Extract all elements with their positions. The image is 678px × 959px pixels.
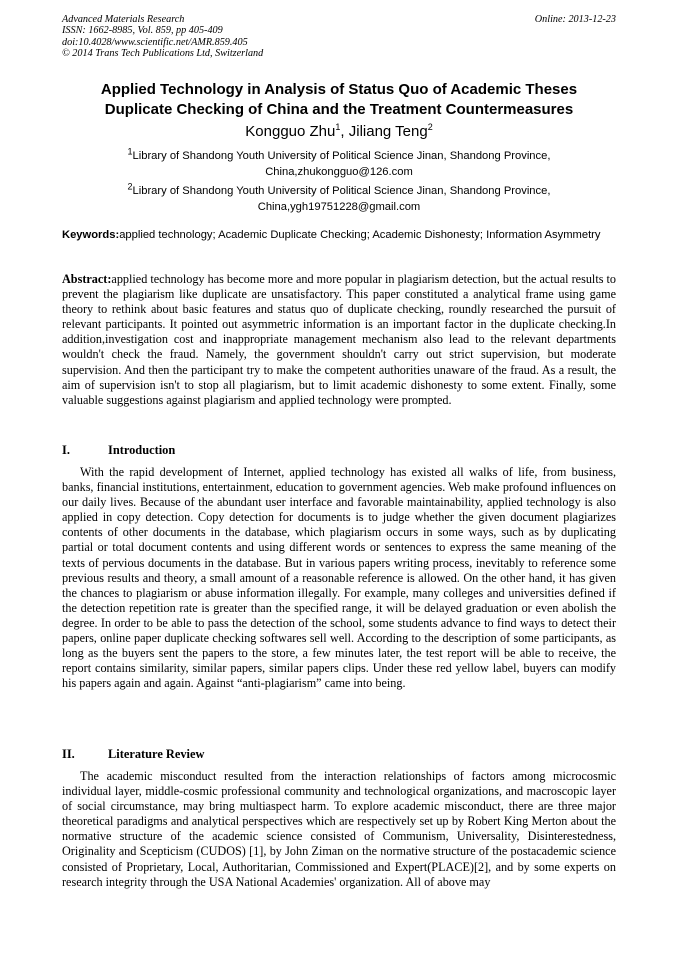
paper-title (62, 80, 616, 120)
affiliation-2 (62, 181, 616, 215)
affiliation-2-line-1: Library of Shandong Youth University of Political Science Jinan, Shandong Province, (132, 185, 551, 197)
journal-name: Advanced Materials Research (62, 14, 185, 25)
author-2-superscript: 2 (427, 122, 433, 132)
keywords-text: applied technology; Academic Duplicate Checking; Academic Dishonesty; Information Asymmetry (119, 229, 601, 241)
section-1-title: Introduction (108, 443, 176, 457)
author-1: Kongguo Zhu (245, 123, 336, 140)
copyright-line: © 2014 Trans Tech Publications Ltd, Switzerland (62, 47, 264, 59)
doi-line: doi:10.4028/www.scientific.net/AMR.859.405 (62, 36, 248, 48)
online-date: Online: 2013-12-23 (534, 14, 616, 25)
title-line-2: Duplicate Checking of China and the Treatment Countermeasures (104, 101, 574, 118)
abstract-block (62, 272, 616, 408)
abstract-label: Abstract: (62, 272, 112, 286)
journal-header (62, 14, 616, 59)
section-2-title: Literature Review (108, 747, 205, 761)
introduction-paragraph: With the rapid development of Internet, applied technology has existed all walks of life, from business, banks, financial institutions, entertainment, education to government agencies. Web make profound influences on our daily lives. Because of the abundant user interface and favorable maintainability, applied technology is also applied in copy detection. Copy detection for documents is to judge whether the given document plagiarizes contents of other documents in the database, which plagiarism occurs in some ways, such as by duplicating partial or total document contents and using different words or sentences to express the same meaning of the texts of pervious documents in the database. But in various papers writing process, inevitably to reference some previous results and theory, a small amount of a reasonable reference is allowed. On the other hand, it has given the chances to plagiarism or abuse information illegally. For example, many colleges and universities defined if the detection repetition rate is greater than the specified range, it will be delayed graduation or even abolish the degree. In order to be able to pass the detection of the school, some students advance to find ways to detect their papers, online paper duplicate checking softwares sell well. According to the description of some participants, as long as the buyers sent the papers to the store, a few minutes later, the test report will be able to receive, the report contains similarity, similar papers, similar papers clips. Under these red yellow label, buyers can modify his papers again and again. Against “anti-plagiarism” came into being. (62, 465, 616, 691)
section-2-number: II. (62, 747, 75, 761)
affiliation-2-line-2: China,ygh19751228@gmail.com (257, 200, 421, 213)
affiliation-1 (62, 146, 616, 180)
affiliation-2-superscript: 2 (127, 181, 133, 192)
affiliation-1-superscript: 1 (127, 146, 133, 157)
affiliation-1-line-1: Library of Shandong Youth University of Political Science Jinan, Shandong Province, (132, 150, 551, 162)
section-heading-literature-review (62, 747, 616, 762)
author-2: Jiliang Teng (348, 123, 428, 140)
title-line-1: Applied Technology in Analysis of Status Quo of Academic Theses (100, 81, 578, 98)
issn-line: ISSN: 1662-8985, Vol. 859, pp 405-409 (62, 25, 223, 37)
abstract-text: applied technology has become more and more popular in plagiarism detection, but the actual results to prevent the plagiarism like duplicate are unsatisfactory. This paper constituted a analytical frame using game theory to rethink about basic features and status quo of duplicate checking, roundly researched the pursuit of relevant participants. It pointed out asymmetric information is an important factor in the duplicate checking.In addition,investigation cost and inappropriate management mechanism also lead to the relevant departments wouldn't check the fraud. Namely, the government shouldn't carry out strict supervision, but moderate supervision. And then the participant try to make the competent authorities unaware of the fraud. As a result, the aim of supervision isn't to stop all plagiarism, but to limit academic dishonesty to some extent. Finally, some valuable suggestions against plagiarism and applied technology were prompted. (62, 272, 616, 407)
keywords-label: Keywords: (62, 229, 120, 241)
author-1-superscript: 1 (335, 122, 341, 132)
affiliation-1-line-2: China,zhukongguo@126.com (265, 165, 413, 178)
section-heading-introduction (62, 443, 616, 458)
author-list (62, 122, 616, 142)
literature-review-paragraph: The academic misconduct resulted from the interaction relationships of factors among microcosmic individual layer, middle-cosmic professional community and technological organizations, and macroscopic layer of social circumstance, may bring multiaspect harm. To explore academic misconduct, there are three major theoretical paradigms and analytical perspectives which are respectively set up by Robert King Merton about the normative structure of the academic science consisted of Communism, Universality, Disinterestedness, Originality and Scepticism (CUDOS) [1], by John Ziman on the normative structure of the postacademic science consisted of Proprietary, Local, Authoritarian, Commissioned and Expert(PLACE)[2], and by some experts on research integrity through the USA National Academies' organization. All of above may (62, 769, 616, 889)
author-separator: , (340, 123, 349, 140)
keywords-block (62, 228, 616, 244)
section-1-number: I. (62, 443, 70, 457)
